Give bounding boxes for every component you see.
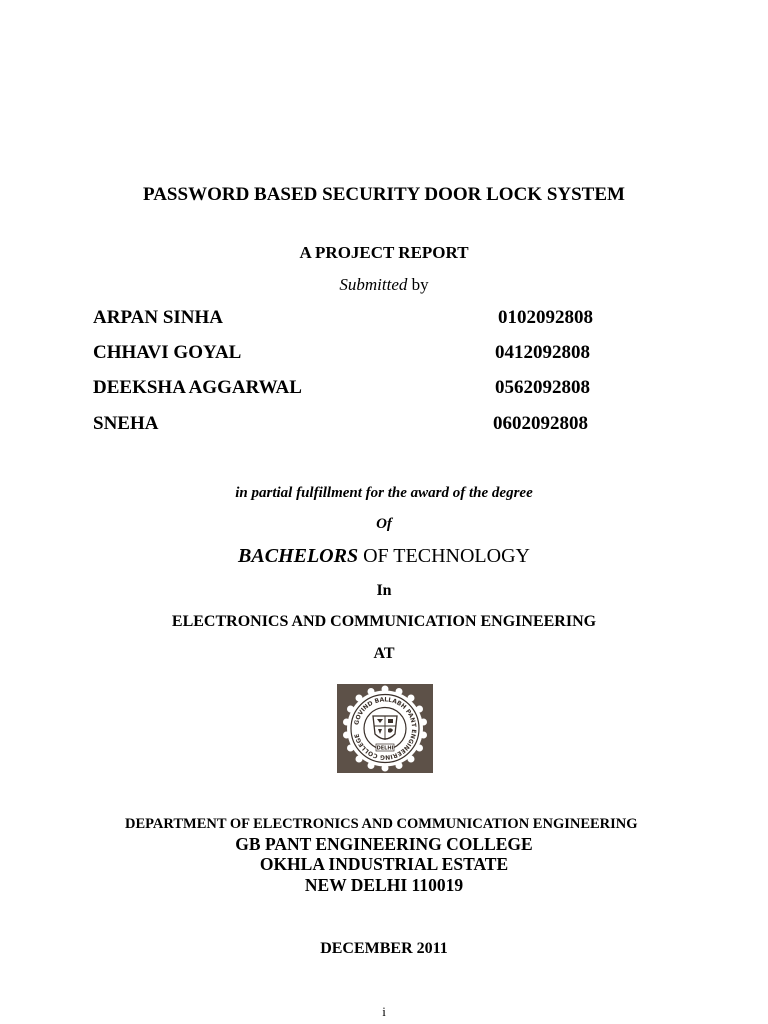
address-line-1: OKHLA INDUSTRIAL ESTATE bbox=[259, 854, 509, 874]
degree-rest: OF TECHNOLOGY bbox=[363, 545, 530, 567]
student-name: ARPAN SINHA bbox=[93, 307, 224, 328]
seal-bottom-text: DELHI bbox=[376, 745, 394, 752]
student-id: 0412092808 bbox=[495, 342, 590, 363]
report-type: A PROJECT REPORT bbox=[299, 243, 469, 262]
at-line: AT bbox=[373, 645, 395, 662]
submitted-word: Submitted bbox=[339, 275, 408, 294]
report-title: PASSWORD BASED SECURITY DOOR LOCK SYSTEM bbox=[143, 184, 625, 205]
in-line: In bbox=[376, 582, 392, 599]
student-name: CHHAVI GOYAL bbox=[93, 342, 242, 363]
address-line-2: NEW DELHI 110019 bbox=[304, 875, 464, 895]
branch-line: ELECTRONICS AND COMMUNICATION ENGINEERING bbox=[171, 613, 597, 630]
student-name: SNEHA bbox=[93, 413, 159, 434]
by-word: by bbox=[411, 275, 429, 294]
student-id: 0602092808 bbox=[493, 413, 588, 434]
report-date: DECEMBER 2011 bbox=[320, 940, 448, 957]
degree-line bbox=[0, 545, 768, 568]
page-number: i bbox=[382, 1004, 386, 1019]
submitted-by-line bbox=[0, 275, 768, 295]
college-logo bbox=[337, 684, 433, 773]
student-id: 0562092808 bbox=[495, 377, 590, 398]
of-line: Of bbox=[376, 516, 392, 532]
college-name: GB PANT ENGINEERING COLLEGE bbox=[235, 834, 533, 854]
department-name: DEPARTMENT OF ELECTRONICS AND COMMUNICATION ENGINEERING bbox=[125, 816, 638, 832]
college-seal-icon bbox=[337, 684, 433, 773]
degree-bachelors: BACHELORS bbox=[238, 545, 359, 567]
student-id: 0102092808 bbox=[498, 307, 593, 328]
seal-ring-text: GOVIND BALLABH PANT ENGINEERING COLLEGE bbox=[353, 696, 418, 761]
student-name: DEEKSHA AGGARWAL bbox=[93, 377, 302, 398]
fulfillment-line: in partial fulfillment for the award of the degree bbox=[235, 485, 533, 501]
